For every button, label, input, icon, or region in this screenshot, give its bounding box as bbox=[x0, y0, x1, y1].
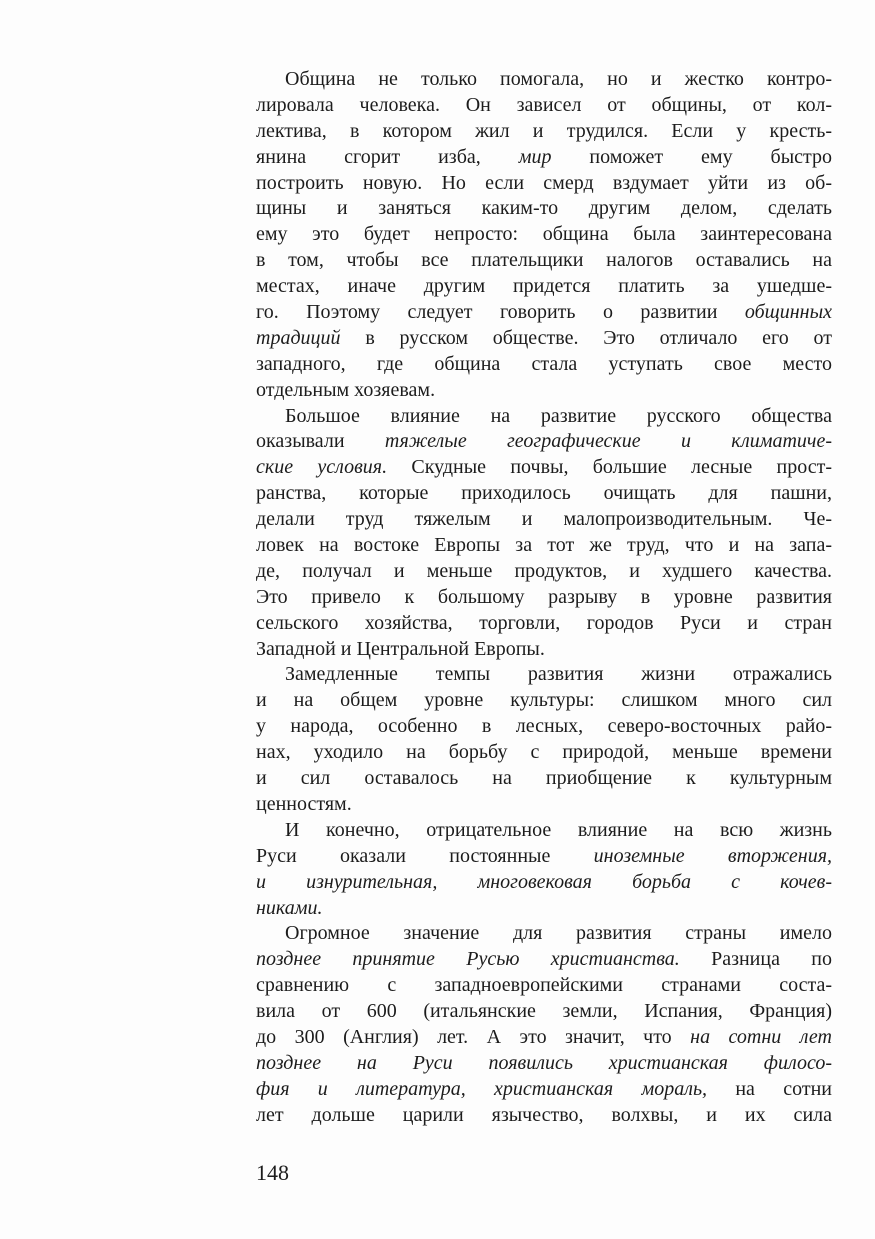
text-line bbox=[256, 611, 832, 637]
body-text bbox=[256, 67, 832, 1129]
text-run: Разница по bbox=[679, 948, 832, 971]
text-line bbox=[256, 352, 832, 378]
text-line bbox=[256, 973, 832, 999]
text-line bbox=[256, 507, 832, 533]
italic-run: и изнурительная, многовековая борьба с кочев- bbox=[256, 870, 832, 893]
text-line bbox=[256, 921, 832, 947]
text-line bbox=[256, 481, 832, 507]
text-run: построить новую. Но если смерд вздумает уйти из об- bbox=[256, 171, 832, 194]
text-run: ловек на востоке Европы за тот же труд, что и на запа- bbox=[256, 534, 832, 557]
text-run: в том, чтобы все плательщики налогов оставались на bbox=[256, 249, 832, 272]
italic-run: позднее принятие Русью христианства. bbox=[256, 948, 680, 971]
italic-run: тяжелые географические и климатиче- bbox=[384, 430, 832, 453]
text-line bbox=[256, 67, 832, 93]
text-run: щины и заняться каким-то другим делом, сделать bbox=[256, 197, 832, 220]
text-run: Замедленные темпы развития жизни отражались bbox=[285, 663, 832, 686]
text-run: у народа, особенно в лесных, северо-восточных райо- bbox=[256, 715, 832, 738]
text-line bbox=[256, 999, 832, 1025]
text-line bbox=[256, 1103, 832, 1129]
text-run: отдельным хозяевам. bbox=[256, 378, 436, 401]
text-run: го. Поэтому следует говорить о развитии bbox=[256, 301, 745, 324]
text-line bbox=[256, 714, 832, 740]
text-run: ранства, которые приходилось очищать для пашни, bbox=[256, 482, 832, 505]
text-run: И конечно, отрицательное влияние на всю жизнь bbox=[285, 818, 832, 841]
text-line bbox=[256, 792, 832, 818]
text-line bbox=[256, 455, 832, 481]
text-line bbox=[256, 429, 832, 455]
text-run: до 300 (Англия) лет. А это значит, что bbox=[256, 1025, 691, 1048]
text-line bbox=[256, 93, 832, 119]
italic-run: общинных bbox=[744, 301, 832, 324]
text-line bbox=[256, 326, 832, 352]
italic-run: мир bbox=[518, 145, 552, 168]
text-run: и на общем уровне культуры: слишком много сил bbox=[256, 689, 832, 712]
text-run: на сотни bbox=[707, 1077, 832, 1100]
text-run: лировала человека. Он зависел от общины, от кол- bbox=[256, 93, 832, 116]
text-line bbox=[256, 585, 832, 611]
text-line bbox=[256, 274, 832, 300]
text-run: западного, где община стала уступать свое место bbox=[256, 352, 832, 375]
text-run: Скудные почвы, большие лесные прост- bbox=[387, 456, 832, 479]
text-run: лет дольше царили язычество, волхвы, и их сила bbox=[256, 1103, 832, 1126]
page-number: 148 bbox=[256, 1160, 289, 1185]
text-line bbox=[256, 896, 832, 922]
text-run: нах, уходило на борьбу с природой, меньше времени bbox=[256, 741, 832, 764]
text-run: оказывали bbox=[256, 430, 385, 453]
text-run: местах, иначе другим придется платить за ушедше- bbox=[256, 275, 832, 298]
text-line bbox=[256, 1077, 832, 1103]
text-line bbox=[256, 947, 832, 973]
text-run: сельского хозяйства, торговли, городов Руси и стран bbox=[256, 611, 832, 634]
text-run: ему это будет непросто: община была заинтересована bbox=[256, 223, 832, 246]
text-run: вила от 600 (итальянские земли, Испания, Франция) bbox=[256, 1000, 832, 1023]
text-run: сравнению с западноевропейскими странами соста- bbox=[256, 974, 832, 997]
italic-run: фия и литература, христианская мораль, bbox=[256, 1077, 708, 1100]
italic-run: иноземные вторжения, bbox=[593, 844, 832, 867]
text-line bbox=[256, 248, 832, 274]
italic-run: ские условия. bbox=[256, 456, 388, 479]
text-line bbox=[256, 844, 832, 870]
text-run: делали труд тяжелым и малопроизводительным. Че- bbox=[256, 508, 832, 531]
text-line bbox=[256, 145, 832, 171]
text-line bbox=[256, 662, 832, 688]
text-run: Община не только помогала, но и жестко контро- bbox=[285, 68, 832, 90]
text-line bbox=[256, 222, 832, 248]
italic-run: никами. bbox=[256, 896, 323, 919]
text-run: Это привело к большому разрыву в уровне развития bbox=[256, 585, 832, 608]
text-line bbox=[256, 533, 832, 559]
text-line bbox=[256, 1025, 832, 1051]
text-run: Руси оказали постоянные bbox=[256, 844, 594, 867]
text-run: де, получал и меньше продуктов, и худшего качества. bbox=[256, 559, 832, 582]
text-line bbox=[256, 171, 832, 197]
text-line bbox=[256, 378, 832, 404]
text-run: лектива, в котором жил и трудился. Если у кресть- bbox=[256, 119, 832, 142]
text-run: Западной и Центральной Европы. bbox=[256, 637, 545, 660]
italic-run: позднее на Руси появились христианская филосо- bbox=[256, 1051, 832, 1074]
italic-run: традиций bbox=[256, 326, 341, 349]
text-line bbox=[256, 1051, 832, 1077]
text-line bbox=[256, 637, 832, 663]
text-line bbox=[256, 300, 832, 326]
text-run: ценностям. bbox=[256, 792, 352, 815]
text-line bbox=[256, 688, 832, 714]
text-line bbox=[256, 196, 832, 222]
text-run: и сил оставалось на приобщение к культурным bbox=[256, 767, 832, 790]
text-run: в русском обществе. Это отличало его от bbox=[340, 326, 832, 349]
text-line bbox=[256, 404, 832, 430]
text-line bbox=[256, 119, 832, 145]
italic-run: на сотни лет bbox=[690, 1025, 832, 1048]
text-run: янина сгорит изба, bbox=[256, 145, 519, 168]
text-line bbox=[256, 818, 832, 844]
text-run: Огромное значение для развития страны имело bbox=[285, 922, 832, 945]
text-line bbox=[256, 766, 832, 792]
text-run: Большое влияние на развитие русского общества bbox=[285, 404, 832, 427]
text-line bbox=[256, 559, 832, 585]
text-line bbox=[256, 740, 832, 766]
text-run: поможет ему быстро bbox=[551, 145, 832, 168]
text-line bbox=[256, 870, 832, 896]
